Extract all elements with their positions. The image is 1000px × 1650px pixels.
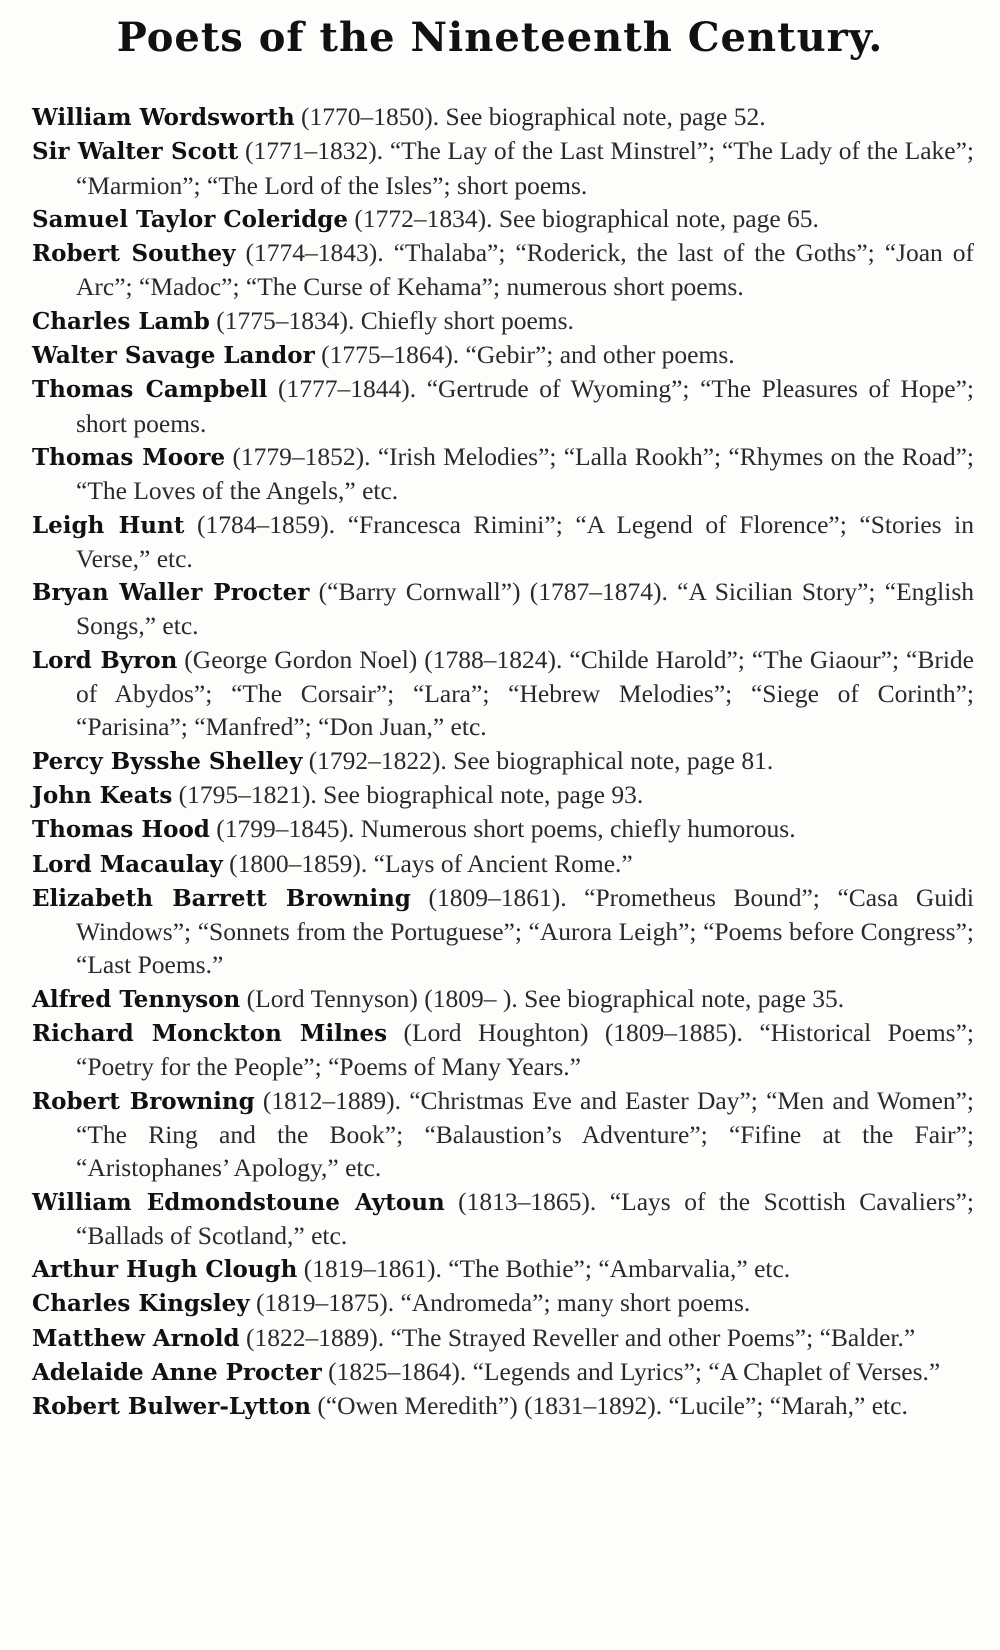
poet-entry (32, 1185, 974, 1253)
poet-name: Percy Bysshe Shelley (32, 747, 303, 775)
poet-works: (1795–1821). See biographical note, page 93. (172, 779, 644, 809)
poet-name: Adelaide Anne Procter (32, 1358, 322, 1386)
poet-works: (1800–1859). “Lays of Ancient Rome.” (222, 848, 633, 878)
poet-entry (32, 1252, 974, 1286)
poet-name: Alfred Tennyson (32, 985, 241, 1013)
poet-works: (1809–1861). “Prometheus Bound”; “Casa Guidi Windows”; “Sonnets from the Portuguese”; “Aurora Leigh”; “Poems before Congress”; “Last Poems.” (76, 882, 975, 980)
poet-works: (1799–1845). Numerous short poems, chiefly humorous. (209, 814, 796, 844)
poet-name: Samuel Taylor Coleridge (32, 205, 349, 233)
poet-works: (1774–1843). “Thalaba”; “Roderick, the last of the Goths”; “Joan of Arc”; “Madoc”; “The Curse of Kehama”; numerous short poems. (76, 238, 975, 302)
poet-works: (George Gordon Noel) (1788–1824). “Childe Harold”; “The Giaour”; “Bride of Abydos”; “The Corsair”; “Lara”; “Hebrew Melodies”; “Siege of Corinth”; “Parisina”; “Manfred”; “Don Juan,” etc. (76, 644, 974, 742)
poet-entry (32, 1355, 974, 1389)
poet-name: Bryan Waller Procter (32, 579, 310, 607)
poet-entry (32, 744, 974, 778)
poet-name: Lord Byron (32, 646, 178, 674)
poet-works: (1771–1832). “The Lay of the Last Minstrel”; “The Lady of the Lake”; “Marmion”; “The Lord of the Isles”; short poems. (76, 136, 974, 200)
poet-works: (Lord Houghton) (1809–1885). “Historical Poems”; “Poetry for the People”; “Poems of Many Years.” (76, 1018, 974, 1082)
poet-name: Robert Browning (32, 1087, 255, 1115)
poet-entry (32, 881, 974, 982)
poet-entry (32, 1016, 974, 1084)
poet-entry (32, 1286, 974, 1320)
poet-works: (1784–1859). “Francesca Rimini”; “A Legend of Florence”; “Stories in Verse,” etc. (76, 509, 975, 573)
poet-entry (32, 508, 974, 576)
poet-works: (1777–1844). “Gertrude of Wyoming”; “The Pleasures of Hope”; short poems. (76, 374, 974, 438)
poet-entry (32, 847, 974, 881)
poet-works: (1772–1834). See biographical note, page 65. (348, 203, 819, 233)
poet-entry (32, 1321, 974, 1355)
poet-works: (1779–1852). “Irish Melodies”; “Lalla Rookh”; “Rhymes on the Road”; “The Loves of the Angels,” etc. (76, 441, 975, 506)
poet-entry (32, 812, 974, 846)
poet-entry (32, 338, 974, 372)
poet-name: William Wordsworth (32, 104, 295, 131)
poet-name: Lord Macaulay (32, 850, 223, 878)
poet-entry (32, 134, 974, 202)
poet-works: (1812–1889). “Christmas Eve and Easter Day”; “Men and Women”; “The Ring and the Book”; “Balaustion’s Adventure”; “Fifine at the Fair”; “Aristophanes’ Apology,” etc. (76, 1085, 974, 1183)
poet-name: Elizabeth Barrett Browning (32, 884, 411, 912)
poet-works: (1819–1861). “The Bothie”; “Ambarvalia,” etc. (297, 1254, 791, 1284)
poet-name: Matthew Arnold (32, 1324, 240, 1352)
poet-list (32, 100, 974, 1424)
poet-works: (1822–1889). “The Strayed Reveller and other Poems”; “Balder.” (239, 1322, 916, 1352)
poet-name: Sir Walter Scott (32, 138, 239, 166)
poet-name: Richard Monckton Milnes (32, 1020, 388, 1048)
poet-works: (1775–1834). Chiefly short poems. (209, 305, 574, 335)
poet-name: William Edmondstoune Aytoun (32, 1188, 445, 1216)
page-title: Poets of the Nineteenth Century. (116, 14, 884, 61)
poet-works: (1813–1865). “Lays of the Scottish Cavaliers”; “Ballads of Scotland,” etc. (76, 1186, 974, 1250)
poet-works: (“Barry Cornwall”) (1787–1874). “A Sicilian Story”; “English Songs,” etc. (76, 577, 975, 641)
poet-entry (32, 643, 974, 744)
poet-name: Charles Lamb (32, 307, 210, 335)
poet-entry (32, 440, 974, 508)
poet-name: Robert Southey (32, 240, 236, 268)
poet-name: John Keats (32, 781, 173, 809)
poet-entry (32, 1084, 974, 1185)
poet-entry (32, 372, 974, 440)
poet-name: Charles Kingsley (32, 1290, 250, 1318)
poet-works: (1792–1822). See biographical note, page 81. (302, 745, 774, 775)
poet-entry (32, 202, 974, 236)
poet-works: (1825–1864). “Legends and Lyrics”; “A Chaplet of Verses.” (321, 1356, 941, 1386)
poet-entry (32, 575, 974, 643)
poet-works: (“Owen Meredith”) (1831–1892). “Lucile”; “Marah,” etc. (310, 1391, 908, 1421)
poet-name: Leigh Hunt (32, 511, 185, 539)
poet-works: (Lord Tennyson) (1809– ). See biographical note, page 35. (240, 983, 845, 1013)
poet-works: (1770–1850). See biographical note, page 52. (294, 102, 766, 131)
poet-works: (1775–1864). “Gebir”; and other poems. (314, 340, 735, 370)
poet-name: Walter Savage Landor (32, 342, 315, 370)
poet-entry (32, 982, 974, 1016)
poet-name: Thomas Moore (32, 443, 226, 471)
poet-works: (1819–1875). “Andromeda”; many short poems. (249, 1288, 751, 1318)
poet-name: Thomas Campbell (32, 376, 268, 404)
poet-entry (32, 236, 974, 304)
poet-entry (32, 100, 974, 134)
poet-entry (32, 304, 974, 338)
poet-name: Robert Bulwer-Lytton (32, 1393, 311, 1421)
poet-name: Arthur Hugh Clough (32, 1256, 298, 1284)
poet-entry (32, 1389, 974, 1423)
poet-entry (32, 778, 974, 812)
poet-name: Thomas Hood (32, 816, 210, 844)
